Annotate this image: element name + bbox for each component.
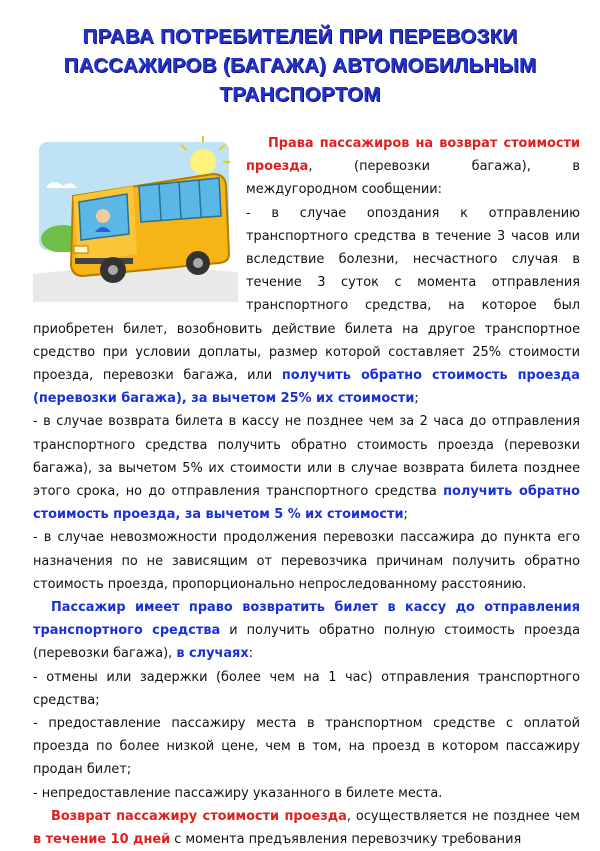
text-span: : xyxy=(248,646,253,662)
bus-icon xyxy=(33,134,238,302)
list-item-seat-not-provided xyxy=(33,782,580,805)
list-item-cancellation xyxy=(33,666,580,712)
paragraph-refund-deadline xyxy=(33,805,580,851)
text-span: и получить обратно полную стоимость проезда (перевозки багажа), xyxy=(33,623,580,662)
highlight-full-refund-right: Пассажир имеет право возвратить билет в кассу до отправления транспортного средства xyxy=(33,600,580,639)
highlight-10-days: в течение 10 дней xyxy=(33,832,171,848)
highlight-refund-return: Возврат пассажиру стоимости проезда xyxy=(51,808,347,824)
text-span: - в случае возврата билета в кассу не позднее чем за 2 часа до отправления транспортного средства получить обратно стоимость проезда (перевозки багажа), за вычетом 5% их стоимости или в случае возврата билета позднее этого срока, но до отправления транспортного средства xyxy=(33,414,580,500)
paragraph-impossibility-case xyxy=(33,526,580,596)
heading-refund-rights: Права пассажиров на возврат стоимости проезда xyxy=(246,136,580,175)
title-line-3: ТРАНСПОРТОМ xyxy=(219,83,381,106)
text-span: - в случае опоздания к отправлению транспортного средства в течение 3 часов или вследствие болезни, несчастного случая в течение 3 суток с момента отправления транспортного средства, на которое был приобретен билет, возобновить действие билета на другое транспортное средство при условии доплаты, размер которой составляет 25% стоимости проезда, перевозки багажа, или xyxy=(33,205,580,384)
title-line-2: ПАССАЖИРОВ (БАГАЖА) АВТОМОБИЛЬНЫМ xyxy=(63,54,537,77)
text-span: - отмены или задержки (более чем на 1 час) отправления транспортного средства; xyxy=(33,669,580,708)
text-span: ; xyxy=(414,391,419,407)
text-span: - непредоставление пассажиру указанного в билете места. xyxy=(33,785,443,801)
paragraph-full-refund xyxy=(33,596,580,666)
highlight-in-cases: в случаях xyxy=(176,646,249,662)
page-title xyxy=(40,22,560,109)
highlight-refund-25: получить обратно стоимость проезда (перевозки багажа), за вычетом 25% их стоимости xyxy=(33,368,580,407)
text-span: - предоставление пассажиру места в транспортном средстве с оплатой проезда по более низкой цене, чем в том, на проезд в котором пассажиру продан билет; xyxy=(33,716,580,778)
highlight-refund-5: получить обратно стоимость проезда, за вычетом 5 % их стоимости xyxy=(33,484,580,523)
text-span: ; xyxy=(403,507,408,523)
text-span: , осуществляется не позднее чем xyxy=(346,808,580,824)
title-line-1: ПРАВА ПОТРЕБИТЕЛЕЙ ПРИ ПЕРЕВОЗКИ xyxy=(82,25,518,48)
text-span: с момента предъявления перевозчику требования xyxy=(170,832,522,848)
paragraph-return-ticket-case xyxy=(33,410,580,526)
text-span: , (перевозки багажа), в междугородном сообщении: xyxy=(246,159,580,198)
document-body xyxy=(33,132,580,851)
list-item-lower-price-seat xyxy=(33,712,580,782)
text-span: - в случае невозможности продолжения перевозки пассажира до пункта его назначения по не зависящим от перевозчика причинам получить обратно стоимость проезда, пропорционально непроследованному расстоянию. xyxy=(33,530,580,592)
